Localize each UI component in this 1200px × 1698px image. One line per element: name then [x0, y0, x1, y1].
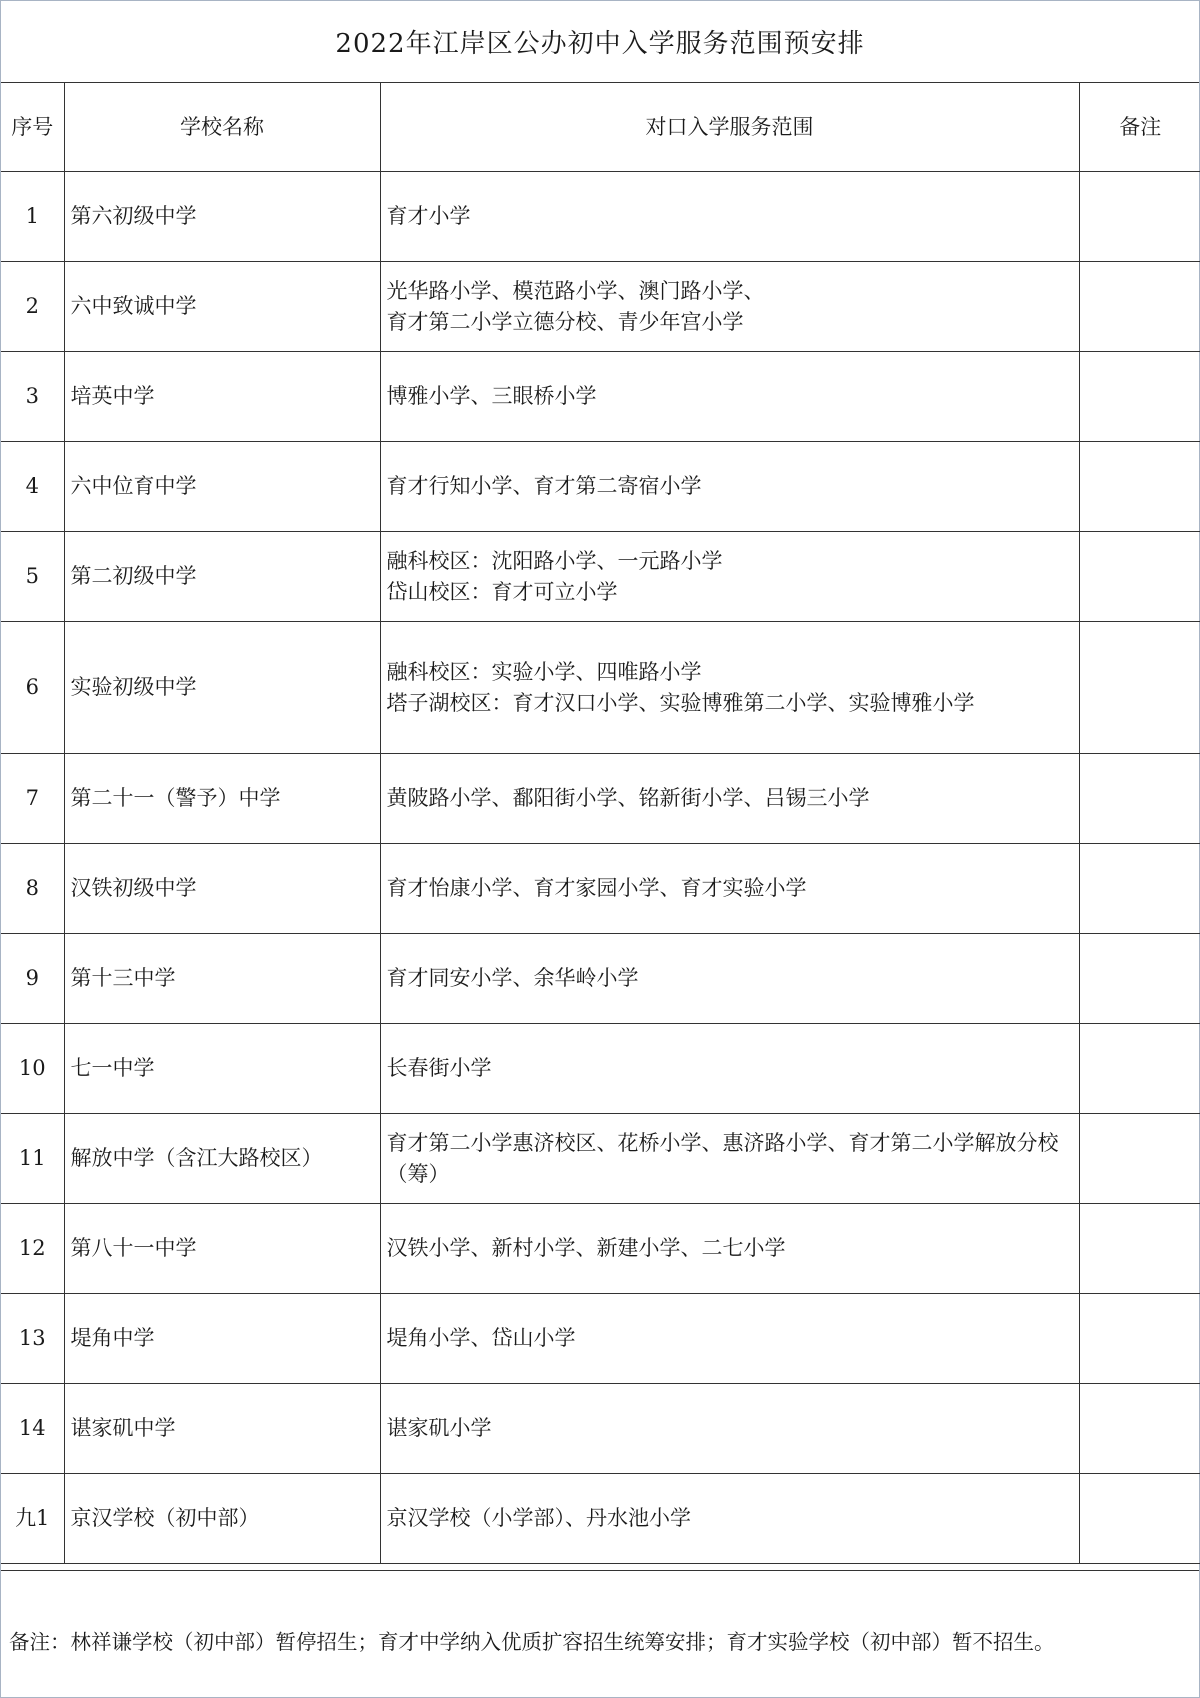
table-row [1, 1474, 1200, 1564]
row-index: 6 [1, 622, 64, 754]
header-scope: 对口入学服务范围 [380, 83, 1079, 172]
scope-line: 育才第二小学立德分校、青少年宫小学 [386, 309, 744, 334]
row-note [1079, 172, 1200, 262]
table-row [1, 352, 1200, 442]
row-school-name: 堤角中学 [64, 1294, 380, 1384]
scope-line: 博雅小学、三眼桥小学 [386, 384, 597, 408]
row-school-name: 六中位育中学 [64, 442, 380, 532]
table-row [1, 532, 1200, 622]
header-index: 序号 [1, 83, 64, 172]
row-note [1079, 934, 1200, 1024]
footer-note: 备注：林祥谦学校（初中部）暂停招生；育才中学纳入优质扩容招生统筹安排；育才实验学校（初中部）暂不招生。 [9, 1630, 1055, 1654]
row-index: 8 [1, 844, 64, 934]
header-school: 学校名称 [64, 83, 380, 172]
table-row [1, 934, 1200, 1024]
row-index: 11 [1, 1114, 64, 1204]
scope-line: 融科校区：实验小学、四唯路小学 [386, 659, 702, 684]
table-row [1, 1114, 1200, 1204]
table-header-row [1, 83, 1200, 172]
table-row [1, 1294, 1200, 1384]
row-index: 5 [1, 532, 64, 622]
row-index: 7 [1, 754, 64, 844]
row-school-name: 京汉学校（初中部） [64, 1474, 380, 1564]
scope-line: 育才第二小学惠济校区、花桥小学、惠济路小学、育才第二小学解放分校（筹） [386, 1130, 1059, 1186]
document-title: 2022年江岸区公办初中入学服务范围预安排 [1, 1, 1199, 83]
row-service-scope [380, 1474, 1079, 1564]
row-note [1079, 1204, 1200, 1294]
row-school-name: 培英中学 [64, 352, 380, 442]
row-service-scope [380, 262, 1079, 352]
row-service-scope [380, 1384, 1079, 1474]
row-note [1079, 622, 1200, 754]
row-school-name: 六中致诚中学 [64, 262, 380, 352]
row-note [1079, 352, 1200, 442]
enrollment-table [1, 83, 1200, 1564]
row-note [1079, 1384, 1200, 1474]
scope-line: 堤角小学、岱山小学 [386, 1326, 576, 1350]
table-body [1, 172, 1200, 1564]
row-note [1079, 1024, 1200, 1114]
table-row [1, 1204, 1200, 1294]
row-note [1079, 754, 1200, 844]
row-index: 12 [1, 1204, 64, 1294]
table-row [1, 754, 1200, 844]
row-service-scope [380, 1204, 1079, 1294]
row-index: 4 [1, 442, 64, 532]
table-row [1, 1384, 1200, 1474]
scope-line: 育才同安小学、余华岭小学 [386, 966, 639, 990]
row-school-name: 解放中学（含江大路校区） [64, 1114, 380, 1204]
row-index: 10 [1, 1024, 64, 1114]
row-school-name: 第六初级中学 [64, 172, 380, 262]
row-index: 1 [1, 172, 64, 262]
row-index: 13 [1, 1294, 64, 1384]
row-index: 2 [1, 262, 64, 352]
row-service-scope [380, 172, 1079, 262]
row-note [1079, 1294, 1200, 1384]
table-row [1, 622, 1200, 754]
scope-line: 光华路小学、模范路小学、澳门路小学、 [386, 278, 765, 303]
row-note [1079, 1474, 1200, 1564]
scope-line: 育才行知小学、育才第二寄宿小学 [386, 474, 702, 498]
row-school-name: 第八十一中学 [64, 1204, 380, 1294]
scope-line: 岱山校区：育才可立小学 [386, 579, 618, 604]
row-school-name: 第十三中学 [64, 934, 380, 1024]
row-service-scope [380, 532, 1079, 622]
row-index: 3 [1, 352, 64, 442]
table-row [1, 442, 1200, 532]
row-service-scope [380, 934, 1079, 1024]
row-service-scope [380, 844, 1079, 934]
row-index: 九1 [1, 1474, 64, 1564]
row-service-scope [380, 1024, 1079, 1114]
row-service-scope [380, 1294, 1079, 1384]
row-index: 14 [1, 1384, 64, 1474]
row-service-scope [380, 352, 1079, 442]
row-service-scope [380, 622, 1079, 754]
row-note [1079, 1114, 1200, 1204]
scope-line: 塔子湖校区：育才汉口小学、实验博雅第二小学、实验博雅小学 [386, 690, 975, 715]
row-school-name: 实验初级中学 [64, 622, 380, 754]
scope-line: 黄陂路小学、鄱阳街小学、铭新街小学、吕锡三小学 [386, 786, 870, 810]
row-school-name: 七一中学 [64, 1024, 380, 1114]
scope-line: 融科校区：沈阳路小学、一元路小学 [386, 548, 723, 573]
row-school-name: 第二十一（警予）中学 [64, 754, 380, 844]
scope-line: 育才小学 [386, 204, 471, 228]
row-service-scope [380, 442, 1079, 532]
row-school-name: 谌家矶中学 [64, 1384, 380, 1474]
row-note [1079, 262, 1200, 352]
row-note [1079, 442, 1200, 532]
table-row [1, 262, 1200, 352]
scope-line: 长春街小学 [386, 1056, 492, 1080]
scope-line: 育才怡康小学、育才家园小学、育才实验小学 [386, 876, 807, 900]
table-row [1, 172, 1200, 262]
row-school-name: 第二初级中学 [64, 532, 380, 622]
scope-line: 谌家矶小学 [386, 1416, 492, 1440]
table-row [1, 1024, 1200, 1114]
row-note [1079, 532, 1200, 622]
row-service-scope [380, 754, 1079, 844]
scope-line: 汉铁小学、新村小学、新建小学、二七小学 [386, 1236, 786, 1260]
row-index: 9 [1, 934, 64, 1024]
scope-line: 京汉学校（小学部）、丹水池小学 [386, 1506, 691, 1530]
row-school-name: 汉铁初级中学 [64, 844, 380, 934]
row-note [1079, 844, 1200, 934]
header-note: 备注 [1079, 83, 1200, 172]
footer [1, 1570, 1199, 1697]
row-service-scope [380, 1114, 1079, 1204]
table-row [1, 844, 1200, 934]
